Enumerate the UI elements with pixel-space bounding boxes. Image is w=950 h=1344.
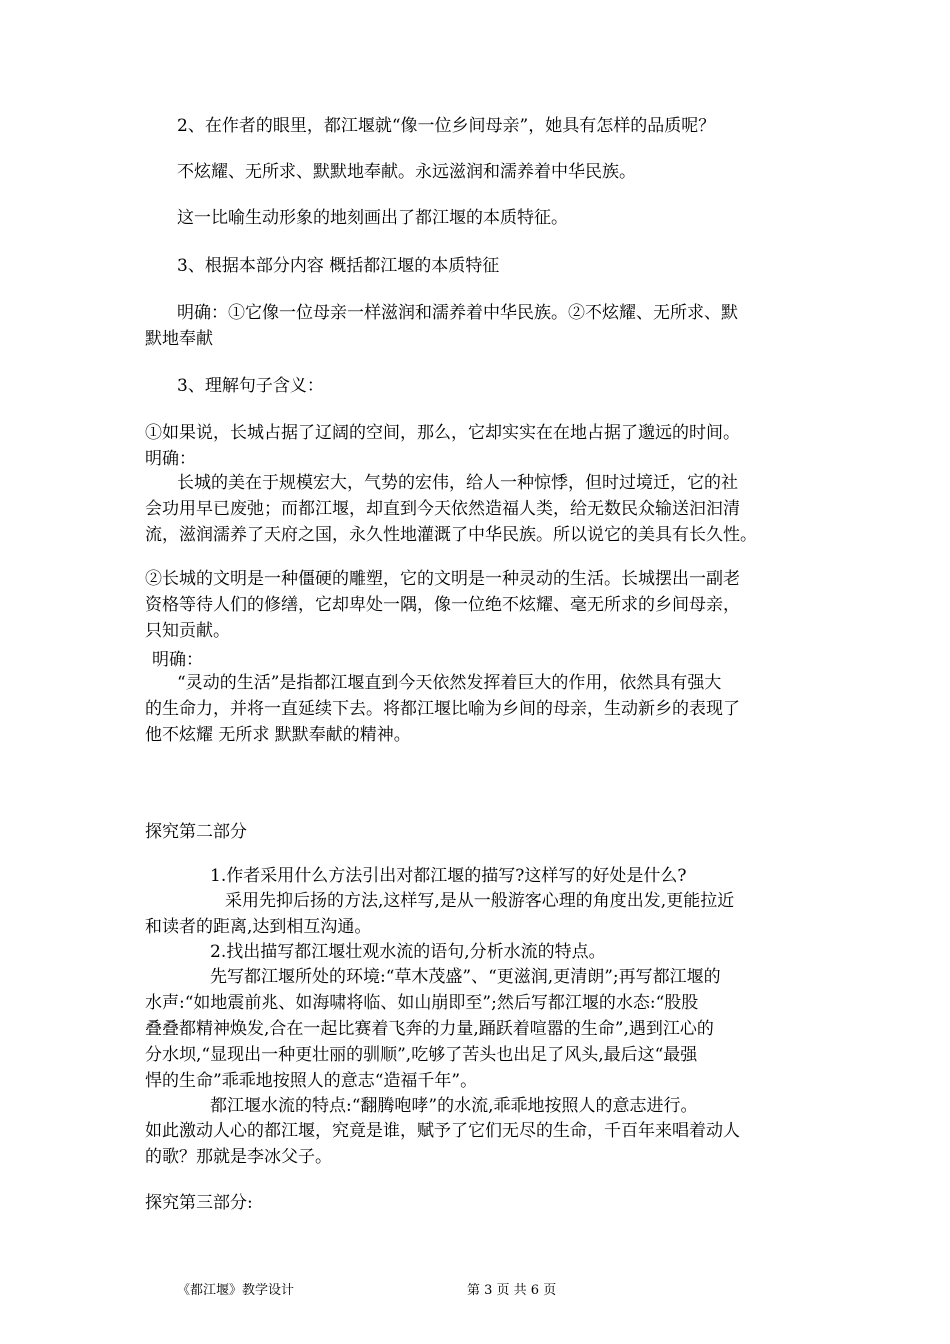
sentence-1-answer: [145, 470, 757, 548]
part-2-question-1: 1.作者采用什么方法引出对都江堰的描写?这样写的好处是什么?: [210, 866, 687, 886]
question-3: 3、根据本部分内容 概括都江堰的本质特征: [177, 256, 500, 276]
part-2-answer-1-line: 采用先抑后扬的方法,这样写,是从一般游客心理的角度出发,更能拉近: [225, 891, 735, 911]
li-bing-conclusion-line: 的歌？那就是李冰父子。: [145, 1147, 332, 1167]
part-2-answer-2-line: 水声:“如地震前兆、如海啸将临、如山崩即至”;然后写都江堰的水态:“股股: [145, 993, 699, 1013]
sentence-1-label: 明确：: [145, 449, 196, 469]
answer-3-line-1: 明确：①它像一位母亲一样滋润和濡养着中华民族。②不炫耀、无所求、默: [177, 303, 738, 323]
sentence-2-line: 只知贡献。: [145, 621, 230, 641]
question-2: 2、在作者的眼里，都江堰就“像一位乡间母亲”，她具有怎样的品质呢？: [177, 116, 716, 136]
footer-title: 《都江堰》教学设计: [177, 1283, 295, 1298]
part-3-heading: 探究第三部分:: [145, 1193, 253, 1213]
part-2-answer-1-line: 和读者的距离,达到相互沟通。: [145, 917, 372, 937]
water-flow-feature: 都江堰水流的特点:“翻腾咆哮”的水流,乖乖地按照人的意志进行。: [210, 1096, 698, 1116]
sentence-2-answer-line: “灵动的生活”是指都江堰直到今天依然发挥着巨大的作用，依然具有强大: [177, 673, 722, 693]
answer-3-line-2: 默地奉献: [145, 329, 213, 349]
sentence-2: [145, 566, 740, 644]
answer-2: 不炫耀、无所求、默默地奉献。永远滋润和濡养着中华民族。: [177, 162, 636, 182]
sentence-2-line: ②长城的文明是一种僵硬的雕塑，它的文明是一种灵动的生活。长城摆出一副老: [145, 569, 740, 589]
sentence-2-line: 资格等待人们的修缮，它却卑处一隅，像一位绝不炫耀、毫无所求的乡间母亲，: [145, 595, 740, 615]
part-2-answer-2-line: 分水坝,“显现出一种更壮丽的驯顺”,吃够了苦头也出足了风头,最后这“最强: [145, 1045, 698, 1065]
part-2-answer-2-line: 叠叠都精神焕发,合在一起比赛着飞奔的力量,踊跃着喧嚣的生命”,遇到江心的: [145, 1019, 714, 1039]
sentence-1-answer-line: 长城的美在于规模宏大，气势的宏伟，给人一种惊悸，但时过境迁，它的社: [177, 473, 738, 493]
part-2-question-2: 2.找出描写都江堰壮观水流的语句,分析水流的特点。: [210, 942, 606, 962]
sentence-2-answer-line: 的生命力，并将一直延续下去。将都江堰比喻为乡间的母亲，生动新乡的表现了: [145, 699, 740, 719]
part-2-answer-2: [145, 964, 721, 1094]
page-number: 第 3 页 共 6 页: [467, 1283, 557, 1298]
li-bing-conclusion: [145, 1118, 740, 1170]
sentence-2-answer: [145, 670, 740, 748]
sentence-2-answer-line: 他不炫耀 无所求 默默奉献的精神。: [145, 725, 411, 745]
part-2-answer-2-line: 先写都江堰所处的环境:“草木茂盛”、“更滋润,更清朗”;再写都江堰的: [210, 967, 721, 987]
metaphor-note: 这一比喻生动形象的地刻画出了都江堰的本质特征。: [177, 208, 568, 228]
question-3b: 3、理解句子含义：: [177, 376, 324, 396]
sentence-1-answer-line: 会功用早已废弛；而都江堰，却直到今天依然造福人类，给无数民众输送汩汩清: [145, 499, 740, 519]
sentence-2-label: 明确：: [152, 650, 203, 670]
part-2-answer-1: [145, 888, 734, 940]
li-bing-conclusion-line: 如此激动人心的都江堰，究竟是谁，赋予了它们无尽的生命，千百年来唱着动人: [145, 1121, 740, 1141]
sentence-1: ①如果说，长城占据了辽阔的空间，那么，它却实实在在地占据了邈远的时间。: [145, 423, 740, 443]
part-2-answer-2-line: 悍的生命”乖乖地按照人的意志“造福千年”。: [145, 1071, 478, 1091]
part-2-heading: 探究第二部分: [145, 822, 247, 842]
sentence-1-answer-line: 流，滋润濡养了天府之国，永久性地灌溉了中华民族。所以说它的美具有长久性。: [145, 525, 757, 545]
